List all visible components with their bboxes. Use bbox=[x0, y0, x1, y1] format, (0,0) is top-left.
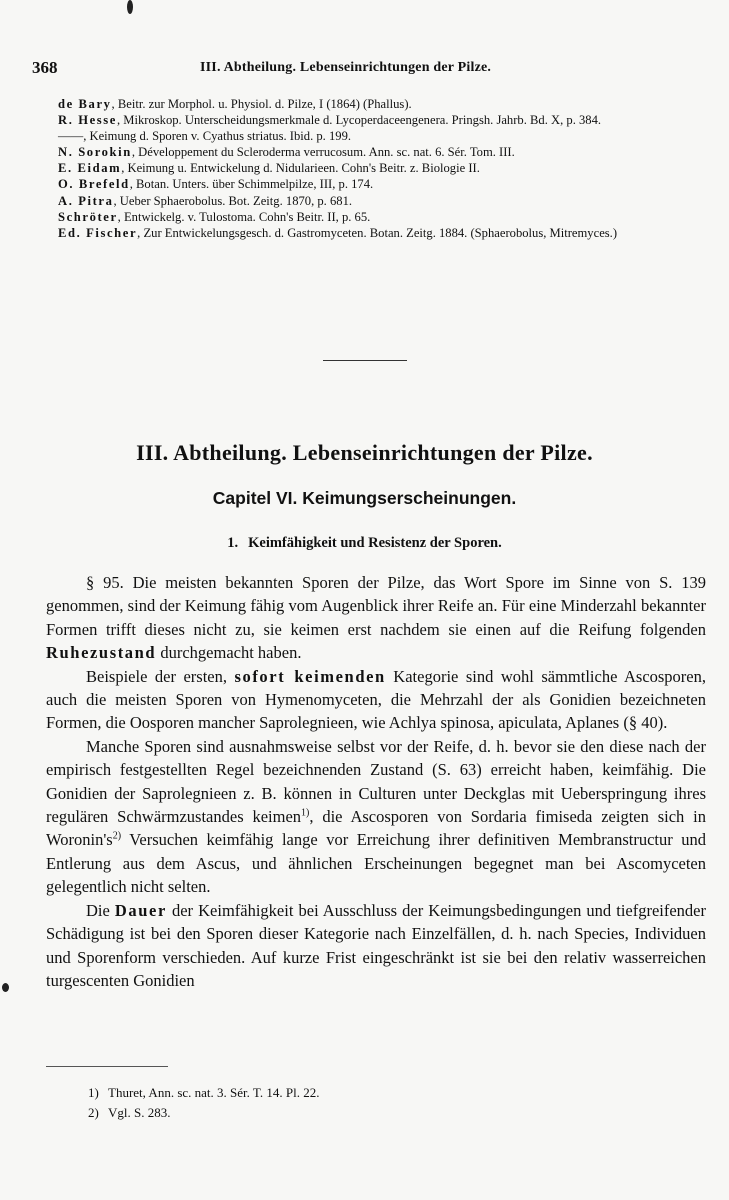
reference-text: , Développement du Scleroderma verrucosum. Ann. sc. nat. 6. Sér. Tom. III. bbox=[131, 145, 515, 160]
reference-author: de Bary bbox=[58, 97, 112, 111]
chapter-title: Capitel VI. Keimungserscheinungen. bbox=[212, 488, 517, 508]
reference-author: Schröter bbox=[58, 209, 118, 224]
reference-item bbox=[58, 96, 708, 112]
reference-author: E. Eidam bbox=[58, 161, 122, 176]
running-head bbox=[30, 58, 689, 82]
footnote bbox=[88, 1103, 319, 1123]
reference-item bbox=[58, 128, 708, 144]
reference-item bbox=[58, 144, 708, 160]
paragraph-text: , die Ascosporen von Sordaria fimiseda zeigten sich in Woronin's bbox=[46, 807, 706, 850]
ink-speck bbox=[2, 983, 9, 992]
paragraph-text: Manche Sporen sind ausnahmsweise selbst vor der Reife, d. h. bevor sie den diese nach der empirisch festgestellten Regel bezeichnenden Zustand (S. 63) erreicht haben, keimfähig. Die Gonidien der Saprolegnieen z. B. können in Culturen unter Deckglas mit Ueberspringung ihres regulären Schwärmzustandes keimen bbox=[46, 736, 706, 827]
section-title: Keimfähigkeit und Resistenz der Sporen. bbox=[248, 535, 502, 551]
ink-speck bbox=[127, 0, 133, 14]
running-title: III. Abtheilung. Lebenseinrichtungen der Pilze. bbox=[200, 60, 492, 75]
footnote bbox=[88, 1083, 319, 1103]
footnote-ref[interactable]: 1) bbox=[301, 807, 310, 819]
reference-item bbox=[58, 209, 708, 225]
reference-list bbox=[58, 96, 708, 241]
footnote-mark: 1) bbox=[88, 1085, 99, 1100]
spaced-term: sofort keimenden bbox=[234, 666, 386, 686]
spaced-term: Ruhezustand bbox=[46, 643, 157, 663]
reference-text: , Botan. Unters. über Schimmelpilze, III, p. 174. bbox=[129, 177, 374, 192]
paragraph-text: durchgemacht haben. bbox=[156, 643, 302, 663]
page-number: 368 bbox=[32, 58, 58, 77]
paragraph bbox=[46, 899, 706, 993]
reference-text: , Ueber Sphaerobolus. Bot. Zeitg. 1870, p. 681. bbox=[113, 193, 353, 208]
reference-text: , Zur Entwickelungsgesch. d. Gastromyceten. Botan. Zeitg. 1884. (Sphaerobolus, Mitremyces.) bbox=[137, 225, 618, 240]
reference-item bbox=[58, 160, 708, 176]
footnote-divider bbox=[46, 1066, 168, 1067]
body-text bbox=[46, 571, 706, 992]
footnote-text: Vgl. S. 283. bbox=[108, 1105, 171, 1120]
paragraph bbox=[46, 665, 706, 735]
paragraph-text: Versuchen keimfähig lange vor Erreichung ihrer definitiven Membranstructur und Entlerung aus dem Ascus, und ähnlichen Erscheinungen begegnet man bei Ascomyceten gelegentlich nicht selten. bbox=[46, 830, 706, 897]
paragraph-text: Kategorie sind wohl sämmtliche Ascosporen, auch die meisten Sporen von Hymenomyceten, die Mehrzahl der als Gonidien bezeichneten Formen, die Oosporen mancher Saprolegnieen, wie Achlya spinosa, apiculata, Aplanes (§ 40). bbox=[46, 666, 707, 733]
reference-author: Ed. Fischer bbox=[58, 225, 138, 240]
paragraph bbox=[46, 735, 706, 899]
paragraph bbox=[46, 571, 706, 665]
reference-author: N. Sorokin bbox=[58, 145, 132, 160]
paragraph-text: der Keimfähigkeit bei Ausschluss der Keimungsbedingungen und tiefgreifender Schädigung ist bei den Sporen dieser Kategorie nach Einzelfällen, d. h. nach Species, Individuen und Sporenform verschieden. Auf kurze Frist eingeschränkt ist sie bei den relativ wasserreichen turgescenten Gonidien bbox=[46, 900, 707, 990]
paragraph-text: § 95. Die meisten bekannten Sporen der Pilze, das Wort Spore im Sinne von S. 139 genommen, sind der Keimung fähig vom Augenblick ihrer Reife an. Für eine Minderzahl bekannter Formen trifft dieses nicht zu, sie keimen erst nachdem sie einen auf die Reifung folgenden bbox=[46, 573, 706, 639]
paragraph-text: Die bbox=[86, 900, 115, 920]
division-title: III. Abtheilung. Lebenseinrichtungen der Pilze. bbox=[136, 440, 593, 465]
reference-item bbox=[58, 112, 708, 128]
reference-text: , Mikroskop. Unterscheidungsmerkmale d. Lycoperdaceengenera. Pringsh. Jahrb. Bd. X, p. 384. bbox=[116, 113, 602, 128]
footnotes bbox=[88, 1083, 319, 1123]
footnote-text: Thuret, Ann. sc. nat. 3. Sér. T. 14. Pl. 22. bbox=[108, 1085, 320, 1100]
footnote-mark: 2) bbox=[88, 1105, 99, 1120]
reference-author: A. Pitra bbox=[58, 193, 114, 208]
reference-author: R. Hesse bbox=[58, 113, 117, 128]
reference-item bbox=[58, 225, 708, 241]
spaced-term: Dauer bbox=[114, 900, 167, 920]
reference-text: , Entwickelg. v. Tulostoma. Cohn's Beitr. II, p. 65. bbox=[117, 209, 371, 224]
reference-text: , Keimung u. Entwickelung d. Nidularieen. Cohn's Beitr. z. Biologie II. bbox=[121, 161, 480, 176]
reference-author: O. Brefeld bbox=[58, 177, 130, 192]
reference-text: , Beitr. zur Morphol. u. Physiol. d. Pilze, I (1864) (Phallus). bbox=[111, 97, 412, 111]
section-number: 1. bbox=[227, 535, 239, 551]
paragraph-text: Beispiele der ersten, bbox=[86, 666, 235, 686]
reference-item bbox=[58, 193, 708, 209]
section-heading bbox=[0, 535, 729, 552]
section-divider bbox=[323, 360, 407, 361]
reference-item bbox=[58, 176, 708, 192]
footnote-ref[interactable]: 2) bbox=[112, 830, 122, 842]
reference-text: ——, Keimung d. Sporen v. Cyathus striatus. Ibid. p. 199. bbox=[58, 129, 352, 144]
